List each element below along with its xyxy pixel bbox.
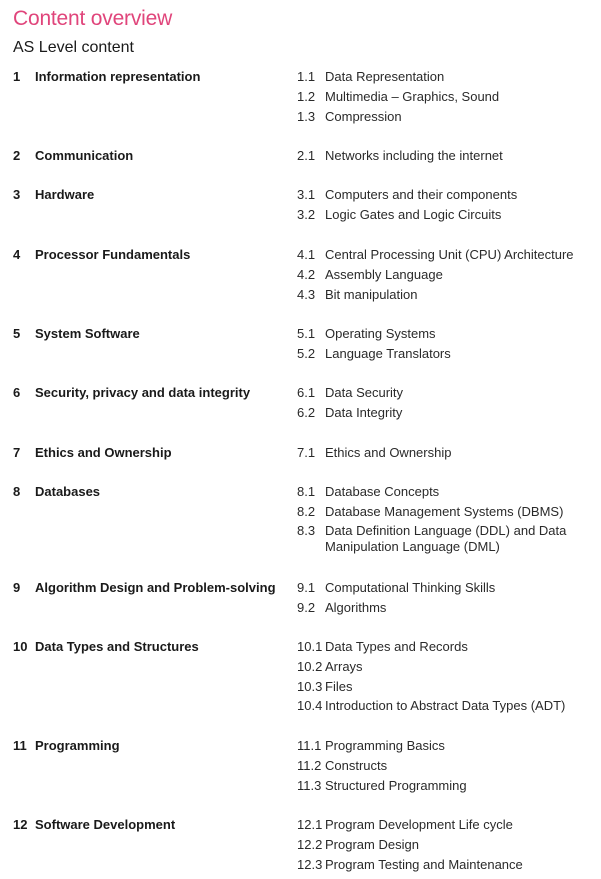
subtopic-number: 11.3 (297, 777, 322, 793)
subtopic-number: 9.2 (297, 599, 316, 615)
subtopic-label: Structured Programming (325, 777, 467, 793)
topic-title: Programming (35, 738, 120, 753)
topic-number: 5 (13, 326, 21, 341)
subtopic-number: 10.2 (297, 658, 323, 674)
subtopic-number: 8.2 (297, 504, 316, 519)
subtopic-number: 6.2 (297, 404, 316, 420)
section-subtitle: AS Level content (13, 39, 134, 56)
page-title: Content overview (13, 7, 173, 30)
subtopic-number: 5.2 (297, 345, 316, 361)
subtopic-number: 4.3 (297, 286, 316, 302)
subtopic-number: 8.1 (297, 484, 316, 499)
subtopic-label: Computational Thinking Skills (325, 580, 496, 595)
topic-title: Algorithm Design and Problem-solving (35, 580, 276, 595)
subtopic-number: 5.1 (297, 326, 316, 341)
topic-number: 8 (13, 484, 21, 499)
subtopic-number: 11.1 (297, 738, 322, 753)
subtopic-number: 1.1 (297, 69, 316, 84)
topic-title: Databases (35, 484, 101, 499)
subtopic-label: Operating Systems (325, 326, 436, 341)
topic-number: 11 (13, 738, 27, 753)
subtopic-label: Arrays (325, 658, 363, 674)
subtopic-label: Programming Basics (325, 738, 445, 753)
topic-title: Data Types and Structures (35, 639, 199, 654)
subtopic-number: 6.1 (297, 385, 316, 400)
subtopic-label: Constructs (325, 757, 388, 773)
subtopic-label: Multimedia – Graphics, Sound (325, 88, 500, 104)
topic-number: 4 (13, 247, 21, 262)
topic-title: Software Development (35, 817, 176, 832)
topic-number: 9 (13, 580, 21, 595)
subtopic-label: Database Management Systems (DBMS) (325, 504, 564, 519)
subtopic-number: 10.4 (297, 698, 323, 714)
subtopic-label: Program Design (325, 836, 419, 852)
subtopic-label: Program Testing and Maintenance (325, 856, 523, 872)
topic-number: 2 (13, 148, 21, 163)
subtopic-label: Assembly Language (325, 266, 443, 282)
topic-title: System Software (35, 326, 140, 341)
subtopic-label: Computers and their components (325, 187, 518, 202)
subtopic-number: 1.3 (297, 108, 316, 124)
subtopic-number: 11.2 (297, 757, 322, 773)
subtopic-number: 1.2 (297, 88, 316, 104)
subtopic-number: 10.3 (297, 678, 323, 694)
subtopic-label: Introduction to Abstract Data Types (ADT) (325, 698, 566, 714)
topic-number: 1 (13, 69, 21, 84)
subtopic-number: 3.2 (297, 206, 316, 222)
subtopic-number: 12.1 (297, 817, 323, 832)
subtopic-label: Data Definition Language (DDL) and Data Manipulation Language (DML) (325, 523, 567, 554)
subtopic-label: Logic Gates and Logic Circuits (325, 206, 502, 222)
topic-title: Ethics and Ownership (35, 445, 172, 460)
subtopic-label: Language Translators (325, 345, 451, 361)
subtopic-label: Files (325, 678, 353, 694)
subtopic-label: Bit manipulation (325, 286, 418, 302)
topic-number: 10 (13, 639, 28, 654)
subtopic-label: Networks including the internet (325, 148, 503, 163)
subtopic-number: 7.1 (297, 445, 316, 460)
subtopic-number: 4.2 (297, 266, 316, 282)
topic-number: 7 (13, 445, 21, 460)
subtopic-label: Data Representation (325, 69, 445, 84)
topic-title: Communication (35, 148, 134, 163)
subtopic-label: Database Concepts (325, 484, 440, 499)
topic-title: Security, privacy and data integrity (35, 385, 251, 400)
subtopic-number: 8.3 (297, 523, 316, 538)
subtopic-number: 9.1 (297, 580, 316, 595)
subtopic-number: 10.1 (297, 639, 323, 654)
subtopic-number: 2.1 (297, 148, 316, 163)
subtopic-number: 12.3 (297, 856, 323, 872)
topic-number: 6 (13, 385, 21, 400)
subtopic-number: 4.1 (297, 247, 316, 262)
topic-number: 3 (13, 187, 21, 202)
topic-number: 12 (13, 817, 28, 832)
subtopic-label: Central Processing Unit (CPU) Architecture (325, 247, 574, 262)
subtopic-label: Ethics and Ownership (325, 445, 452, 460)
subtopic-label: Data Security (325, 385, 404, 400)
subtopic-label: Algorithms (325, 599, 387, 615)
subtopic-label: Program Development Life cycle (325, 817, 513, 832)
topic-title: Information representation (35, 69, 201, 84)
topic-title: Processor Fundamentals (35, 247, 191, 262)
subtopic-number: 12.2 (297, 836, 323, 852)
topic-title: Hardware (35, 187, 95, 202)
subtopic-number: 3.1 (297, 187, 316, 202)
subtopic-label: Data Integrity (325, 404, 403, 420)
subtopic-label: Compression (325, 108, 402, 124)
subtopic-label: Data Types and Records (325, 639, 468, 654)
